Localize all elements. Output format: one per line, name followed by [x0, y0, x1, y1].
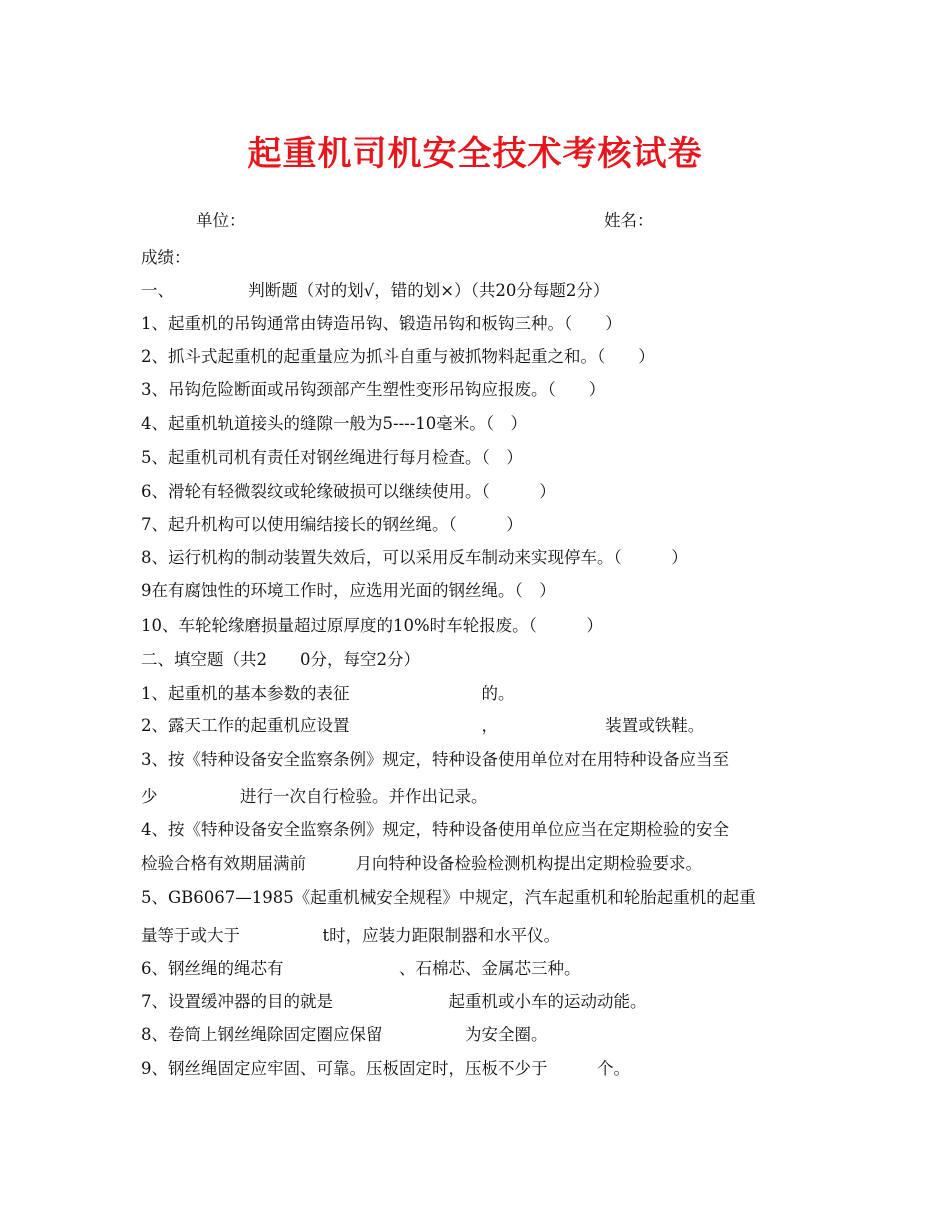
question-item: 7、起升机构可以使用编结接长的钢丝绳。（ ） — [141, 515, 523, 534]
document-title: 起重机司机安全技术考核试卷 — [247, 134, 703, 174]
question-item: 8、运行机构的制动装置失效后，可以采用反车制动来实现停车。（ ） — [141, 548, 688, 567]
unit-label: 单位： — [196, 211, 246, 230]
question-item: 6、滑轮有轻微裂纹或轮缘破损可以继续使用。（ ） — [141, 482, 556, 501]
question-item: 8、卷筒上钢丝绳除固定圈应保留 为安全圈。 — [141, 1025, 548, 1044]
section1-heading: 一、 判断题（对的划√，错的划×）（共20分每题2分） — [141, 281, 610, 300]
question-item: 7、设置缓冲器的目的就是 起重机或小车的运动动能。 — [141, 992, 647, 1011]
question-item: 检验合格有效期届满前 月向特种设备检验检测机构提出定期检验要求。 — [141, 854, 702, 873]
question-item: 1、起重机的基本参数的表征 的。 — [141, 684, 515, 703]
question-item: 9在有腐蚀性的环境工作时，应选用光面的钢丝绳。（ ） — [141, 581, 556, 600]
name-label: 姓名： — [604, 211, 654, 230]
section2-heading: 二、填空题（共2 0分，每空2分） — [141, 650, 420, 669]
question-item: 量等于或大于 t时，应装力距限制器和水平仪。 — [141, 926, 561, 945]
question-item: 10、车轮轮缘磨损量超过原厚度的10%时车轮报废。（ ） — [141, 616, 603, 635]
question-item: 5、GB6067—1985《起重机械安全规程》中规定，汽车起重机和轮胎起重机的起重 — [141, 888, 756, 907]
question-item: 4、按《特种设备安全监察条例》规定，特种设备使用单位应当在定期检验的安全 — [141, 820, 729, 839]
question-item: 3、吊钩危险断面或吊钩颈部产生塑性变形吊钩应报废。（ ） — [141, 380, 606, 399]
question-item: 2、露天工作的起重机应设置 ， 装置或铁鞋。 — [141, 716, 705, 735]
score-label: 成绩： — [141, 248, 191, 267]
question-item: 3、按《特种设备安全监察条例》规定，特种设备使用单位对在用特种设备应当至 — [141, 750, 729, 769]
question-item: 1、起重机的吊钩通常由铸造吊钩、锻造吊钩和板钩三种。（ ） — [141, 314, 622, 333]
question-item: 5、起重机司机有责任对钢丝绳进行每月检查。（ ） — [141, 448, 523, 467]
question-item: 少 进行一次自行检验。并作出记录。 — [141, 787, 488, 806]
question-item: 6、钢丝绳的绳芯有 、石棉芯、金属芯三种。 — [141, 959, 581, 978]
question-item: 2、抓斗式起重机的起重量应为抓斗自重与被抓物料起重之和。（ ） — [141, 347, 655, 366]
question-item: 4、起重机轨道接头的缝隙一般为5----10毫米。（ ） — [141, 414, 528, 433]
question-item: 9、钢丝绳固定应牢固、可靠。压板固定时，压板不少于 个。 — [141, 1059, 630, 1078]
